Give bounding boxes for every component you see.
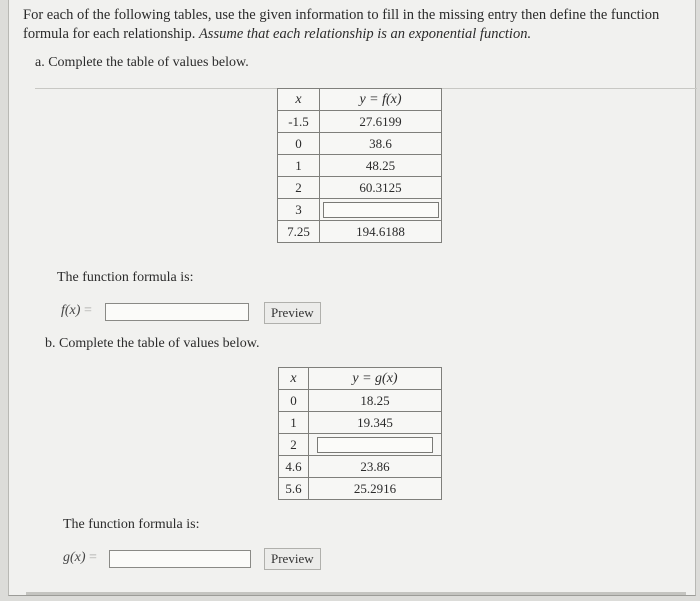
cell-y-input[interactable] [320, 199, 442, 221]
cell-y: 38.6 [320, 133, 442, 155]
header-x: x [279, 368, 309, 390]
instructions-text: For each of the following tables, use the given information to fill in the missing entry then define the function formula for each relationship. [23, 7, 660, 42]
part-a-table [277, 88, 442, 243]
table-row [278, 155, 442, 177]
table-row [278, 133, 442, 155]
missing-entry-input[interactable] [317, 437, 433, 453]
table-row [279, 456, 442, 478]
cell-x: -1.5 [278, 111, 320, 133]
table-row [278, 177, 442, 199]
part-a-formula-prompt: The function formula is: [57, 270, 194, 285]
bottom-scrollbar[interactable] [26, 592, 686, 595]
cell-x: 3 [278, 199, 320, 221]
cell-y: 18.25 [309, 390, 442, 412]
cell-x: 4.6 [279, 456, 309, 478]
instructions-assumption: Assume that each relationship is an exponential function. [198, 26, 532, 42]
question-panel [8, 0, 696, 596]
cell-x: 0 [278, 133, 320, 155]
part-b-formula-prompt: The function formula is: [63, 517, 200, 532]
cell-x: 1 [279, 412, 309, 434]
table-row [279, 478, 442, 500]
table-row [278, 221, 442, 243]
cell-y-input[interactable] [309, 434, 442, 456]
cell-y: 48.25 [320, 155, 442, 177]
part-b-table [278, 367, 442, 500]
cell-y: 60.3125 [320, 177, 442, 199]
cell-y: 25.2916 [309, 478, 442, 500]
table-row [279, 434, 442, 456]
cell-y: 27.6199 [320, 111, 442, 133]
table-header-row [278, 89, 442, 111]
cell-y: 23.86 [309, 456, 442, 478]
part-b-label: b. Complete the table of values below. [45, 336, 260, 351]
part-a-formula-input[interactable] [105, 303, 249, 321]
instructions [23, 6, 700, 44]
part-a-formula-label [61, 303, 92, 319]
cell-x: 1 [278, 155, 320, 177]
table-row [279, 390, 442, 412]
formula-equals: = [89, 550, 97, 565]
cell-y: 194.6188 [320, 221, 442, 243]
header-x: x [278, 89, 320, 111]
part-a-preview-button[interactable]: Preview [264, 302, 321, 324]
part-b-formula-input[interactable] [109, 550, 251, 568]
formula-lhs: g(x) [63, 550, 86, 565]
table-header-row [279, 368, 442, 390]
part-b-formula-label [63, 550, 97, 566]
formula-lhs: f(x) [61, 303, 81, 318]
missing-entry-input[interactable] [323, 202, 439, 218]
formula-equals: = [83, 303, 92, 318]
cell-x: 2 [279, 434, 309, 456]
cell-y: 19.345 [309, 412, 442, 434]
table-row [278, 111, 442, 133]
header-y: y = g(x) [309, 368, 442, 390]
cell-x: 5.6 [279, 478, 309, 500]
cell-x: 0 [279, 390, 309, 412]
cell-x: 7.25 [278, 221, 320, 243]
table-row [278, 199, 442, 221]
part-a-label: a. Complete the table of values below. [35, 55, 249, 70]
part-b-preview-button[interactable]: Preview [264, 548, 321, 570]
header-y: y = f(x) [320, 89, 442, 111]
cell-x: 2 [278, 177, 320, 199]
table-row [279, 412, 442, 434]
